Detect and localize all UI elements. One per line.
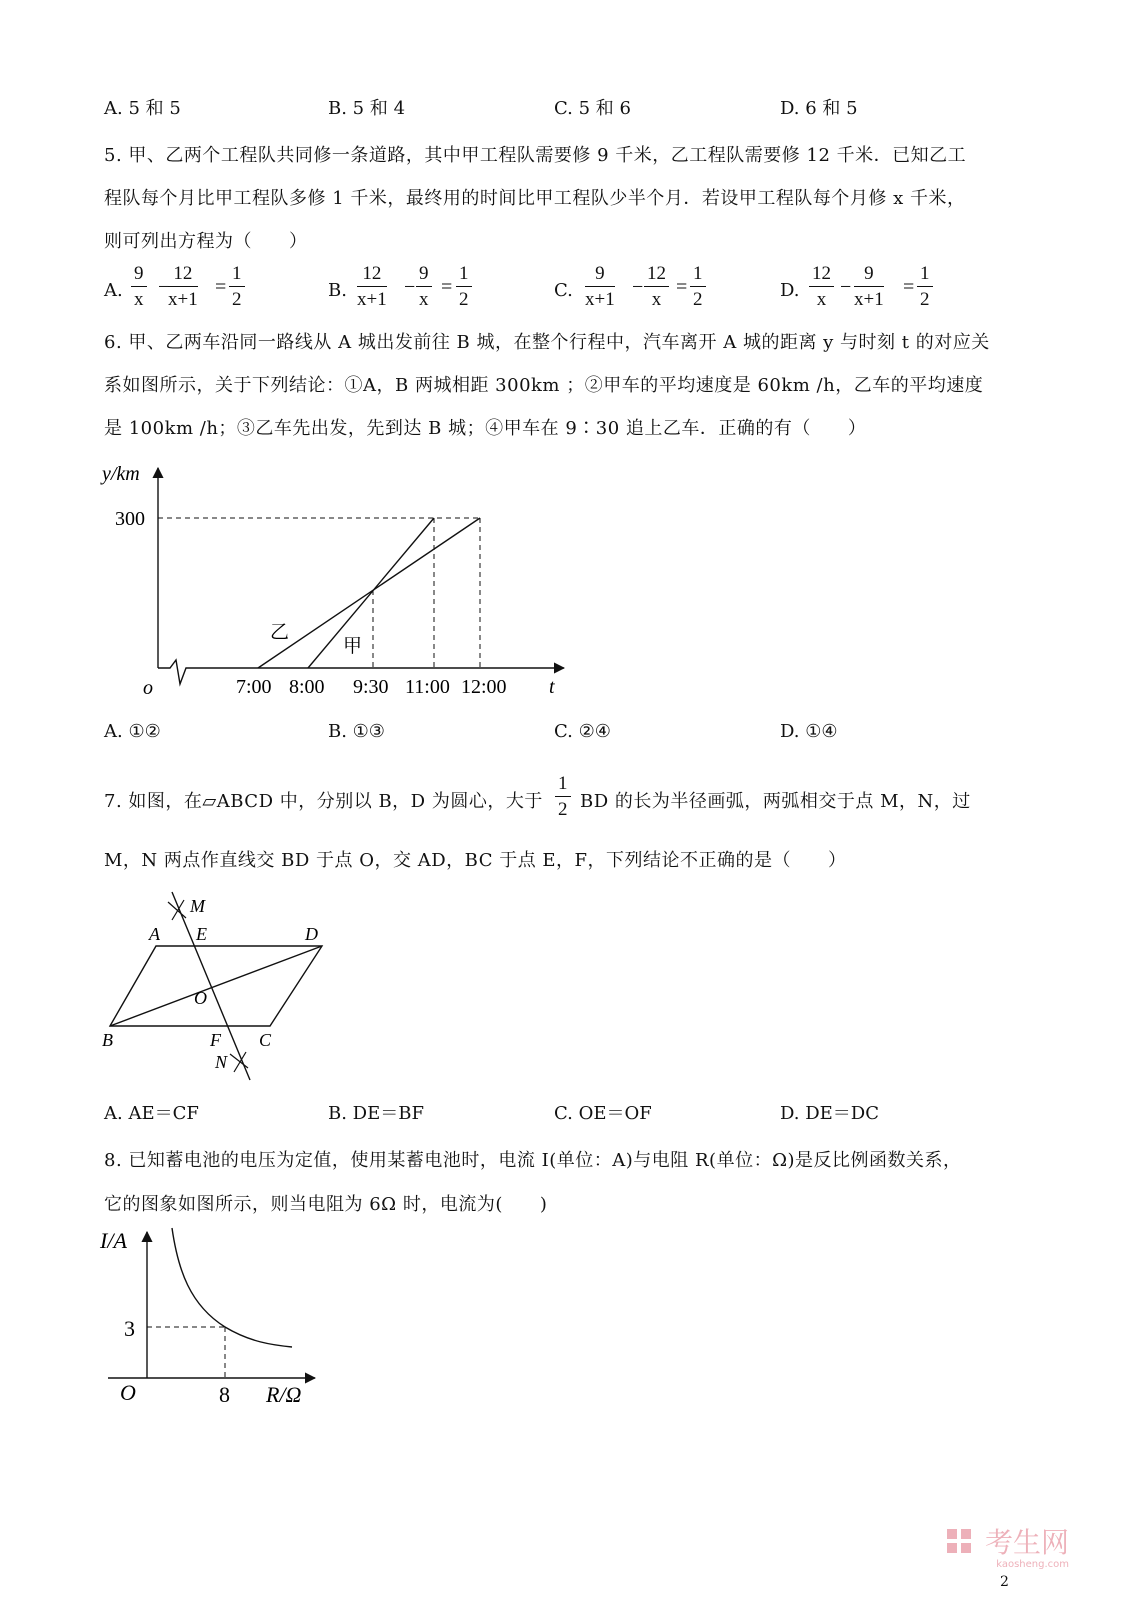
numerator: 1 — [229, 262, 245, 287]
equals-sign: = — [676, 276, 688, 298]
option-label: A. — [104, 280, 123, 301]
q6-text-line: 系如图所示，关于下列结论：①A，B 两城相距 300km ；②甲车的平均速度是 60km /h，乙车的平均速度 — [104, 375, 984, 396]
y-tick-300: 300 — [115, 508, 145, 530]
numerator: 12 — [168, 262, 198, 287]
q7-text-line: M，N 两点作直线交 BD 于点 O，交 AD，BC 于点 E，F，下列结论不正确的是（ ） — [104, 850, 847, 871]
x-tick-label: 9:30 — [353, 676, 389, 698]
label-m: M — [190, 896, 205, 916]
denominator: x+1 — [357, 289, 387, 310]
y-tick-3: 3 — [124, 1316, 135, 1341]
option-label: B. — [328, 280, 347, 301]
q5-text-line: 程队每个月比甲工程队多修 1 千米，最终用的时间比甲工程队少半个月．若设甲工程队每个月修 x 千米， — [104, 188, 966, 209]
q4-option-b: B. 5 和 4 — [328, 98, 406, 119]
option-label: D. — [780, 280, 800, 301]
label-f: F — [210, 1030, 221, 1050]
denominator: x — [419, 289, 429, 310]
equals-sign: = — [215, 276, 227, 298]
q7-option-d: D. DE＝DC — [780, 1103, 880, 1124]
y-axis-label: I/A — [100, 1228, 127, 1253]
label-e: E — [196, 924, 207, 944]
numerator: 12 — [644, 262, 669, 287]
watermark-logo-icon — [945, 1527, 973, 1555]
line-jia-label: 甲 — [343, 636, 363, 657]
denominator: x+1 — [854, 289, 884, 310]
q6-option-d: D. ①④ — [780, 721, 838, 742]
label-d: D — [305, 924, 318, 944]
page-number: 2 — [1000, 1574, 1009, 1590]
q8-text-line: 8. 已知蓄电池的电压为定值，使用某蓄电池时，电流 I(单位：A)与电阻 R(单位：Ω)是反比例函数关系， — [104, 1150, 962, 1171]
x-tick-label: 12:00 — [461, 676, 507, 698]
denominator: 2 — [232, 289, 242, 310]
denominator: x — [816, 289, 827, 310]
denominator: x+1 — [585, 289, 615, 310]
label-a: A — [149, 924, 160, 944]
numerator: 12 — [809, 262, 834, 287]
origin-label: O — [120, 1380, 136, 1405]
numerator: 9 — [416, 262, 432, 287]
q7-option-c: C. OE＝OF — [554, 1103, 652, 1124]
x-tick-8: 8 — [219, 1382, 230, 1407]
numerator: 1 — [690, 262, 706, 287]
q6-option-a: A. ①② — [104, 721, 161, 742]
q7-option-b: B. DE＝BF — [328, 1103, 424, 1124]
x-axis-label: R/Ω — [266, 1382, 302, 1407]
label-n: N — [215, 1052, 228, 1072]
minus-sign: − — [840, 276, 852, 298]
numerator: 9 — [585, 262, 615, 287]
y-axis-label: y/km — [102, 463, 140, 485]
q5-text-line: 5. 甲、乙两个工程队共同修一条道路，其中甲工程队需要修 9 千米，乙工程队需要修 12 千米．已知乙工 — [104, 145, 967, 166]
x-tick-label: 7:00 — [236, 676, 272, 698]
numerator: 9 — [854, 262, 884, 287]
q8-text-line: 它的图象如图所示，则当电阻为 6Ω 时，电流为( ) — [104, 1194, 548, 1215]
denominator: 2 — [558, 799, 568, 820]
minus-sign: − — [158, 276, 170, 298]
x-tick-label: 11:00 — [405, 676, 450, 698]
q6-text-line: 是 100km /h；③乙车先出发，先到达 B 城；④甲车在 9∶30 追上乙车．正确的有（ ） — [104, 418, 867, 439]
watermark-url: kaosheng.com — [996, 1559, 1069, 1570]
q7-text-line: 7. 如图，在▱ABCD 中，分别以 B，D 为圆心，大于 — [104, 791, 543, 812]
watermark — [945, 1521, 1069, 1570]
q6-option-c: C. ②④ — [554, 721, 611, 742]
q4-option-c: C. 5 和 6 — [554, 98, 631, 119]
numerator: 9 — [131, 262, 147, 287]
equals-sign: = — [903, 276, 915, 298]
label-b: B — [102, 1030, 113, 1050]
numerator: 1 — [555, 772, 571, 797]
inverse-curve — [172, 1228, 292, 1347]
label-c: C — [259, 1030, 272, 1050]
denominator: 2 — [459, 289, 469, 310]
denominator: 2 — [920, 289, 930, 310]
x-axis-label: t — [549, 676, 555, 698]
denominator: x+1 — [168, 289, 198, 310]
q5-text-line: 则可列出方程为（ ） — [104, 231, 308, 252]
q4-option-a: A. 5 和 5 — [104, 98, 181, 119]
minus-sign: − — [632, 276, 644, 298]
label-o: O — [194, 988, 207, 1008]
q6-text-line: 6. 甲、乙两车沿同一路线从 A 城出发前往 B 城，在整个行程中，汽车离开 A 城的距离 y 与时刻 t 的对应关 — [104, 332, 990, 353]
minus-sign: − — [404, 276, 416, 298]
numerator: 12 — [357, 262, 387, 287]
q6-option-b: B. ①③ — [328, 721, 385, 742]
numerator: 1 — [917, 262, 933, 287]
numerator: 1 — [456, 262, 472, 287]
origin-label: o — [143, 677, 153, 699]
equals-sign: = — [441, 276, 453, 298]
line-yi-label: 乙 — [270, 622, 290, 643]
watermark-text: 考生网 — [984, 1526, 1069, 1559]
denominator: 2 — [693, 289, 703, 310]
option-label: C. — [554, 280, 573, 301]
denominator: x — [134, 289, 144, 310]
q7-text-line: BD 的长为半径画弧，两弧相交于点 M，N，过 — [580, 791, 971, 812]
denominator: x — [651, 289, 662, 310]
q7-option-a: A. AE＝CF — [104, 1103, 199, 1124]
x-tick-label: 8:00 — [289, 676, 325, 698]
q4-option-d: D. 6 和 5 — [780, 98, 858, 119]
